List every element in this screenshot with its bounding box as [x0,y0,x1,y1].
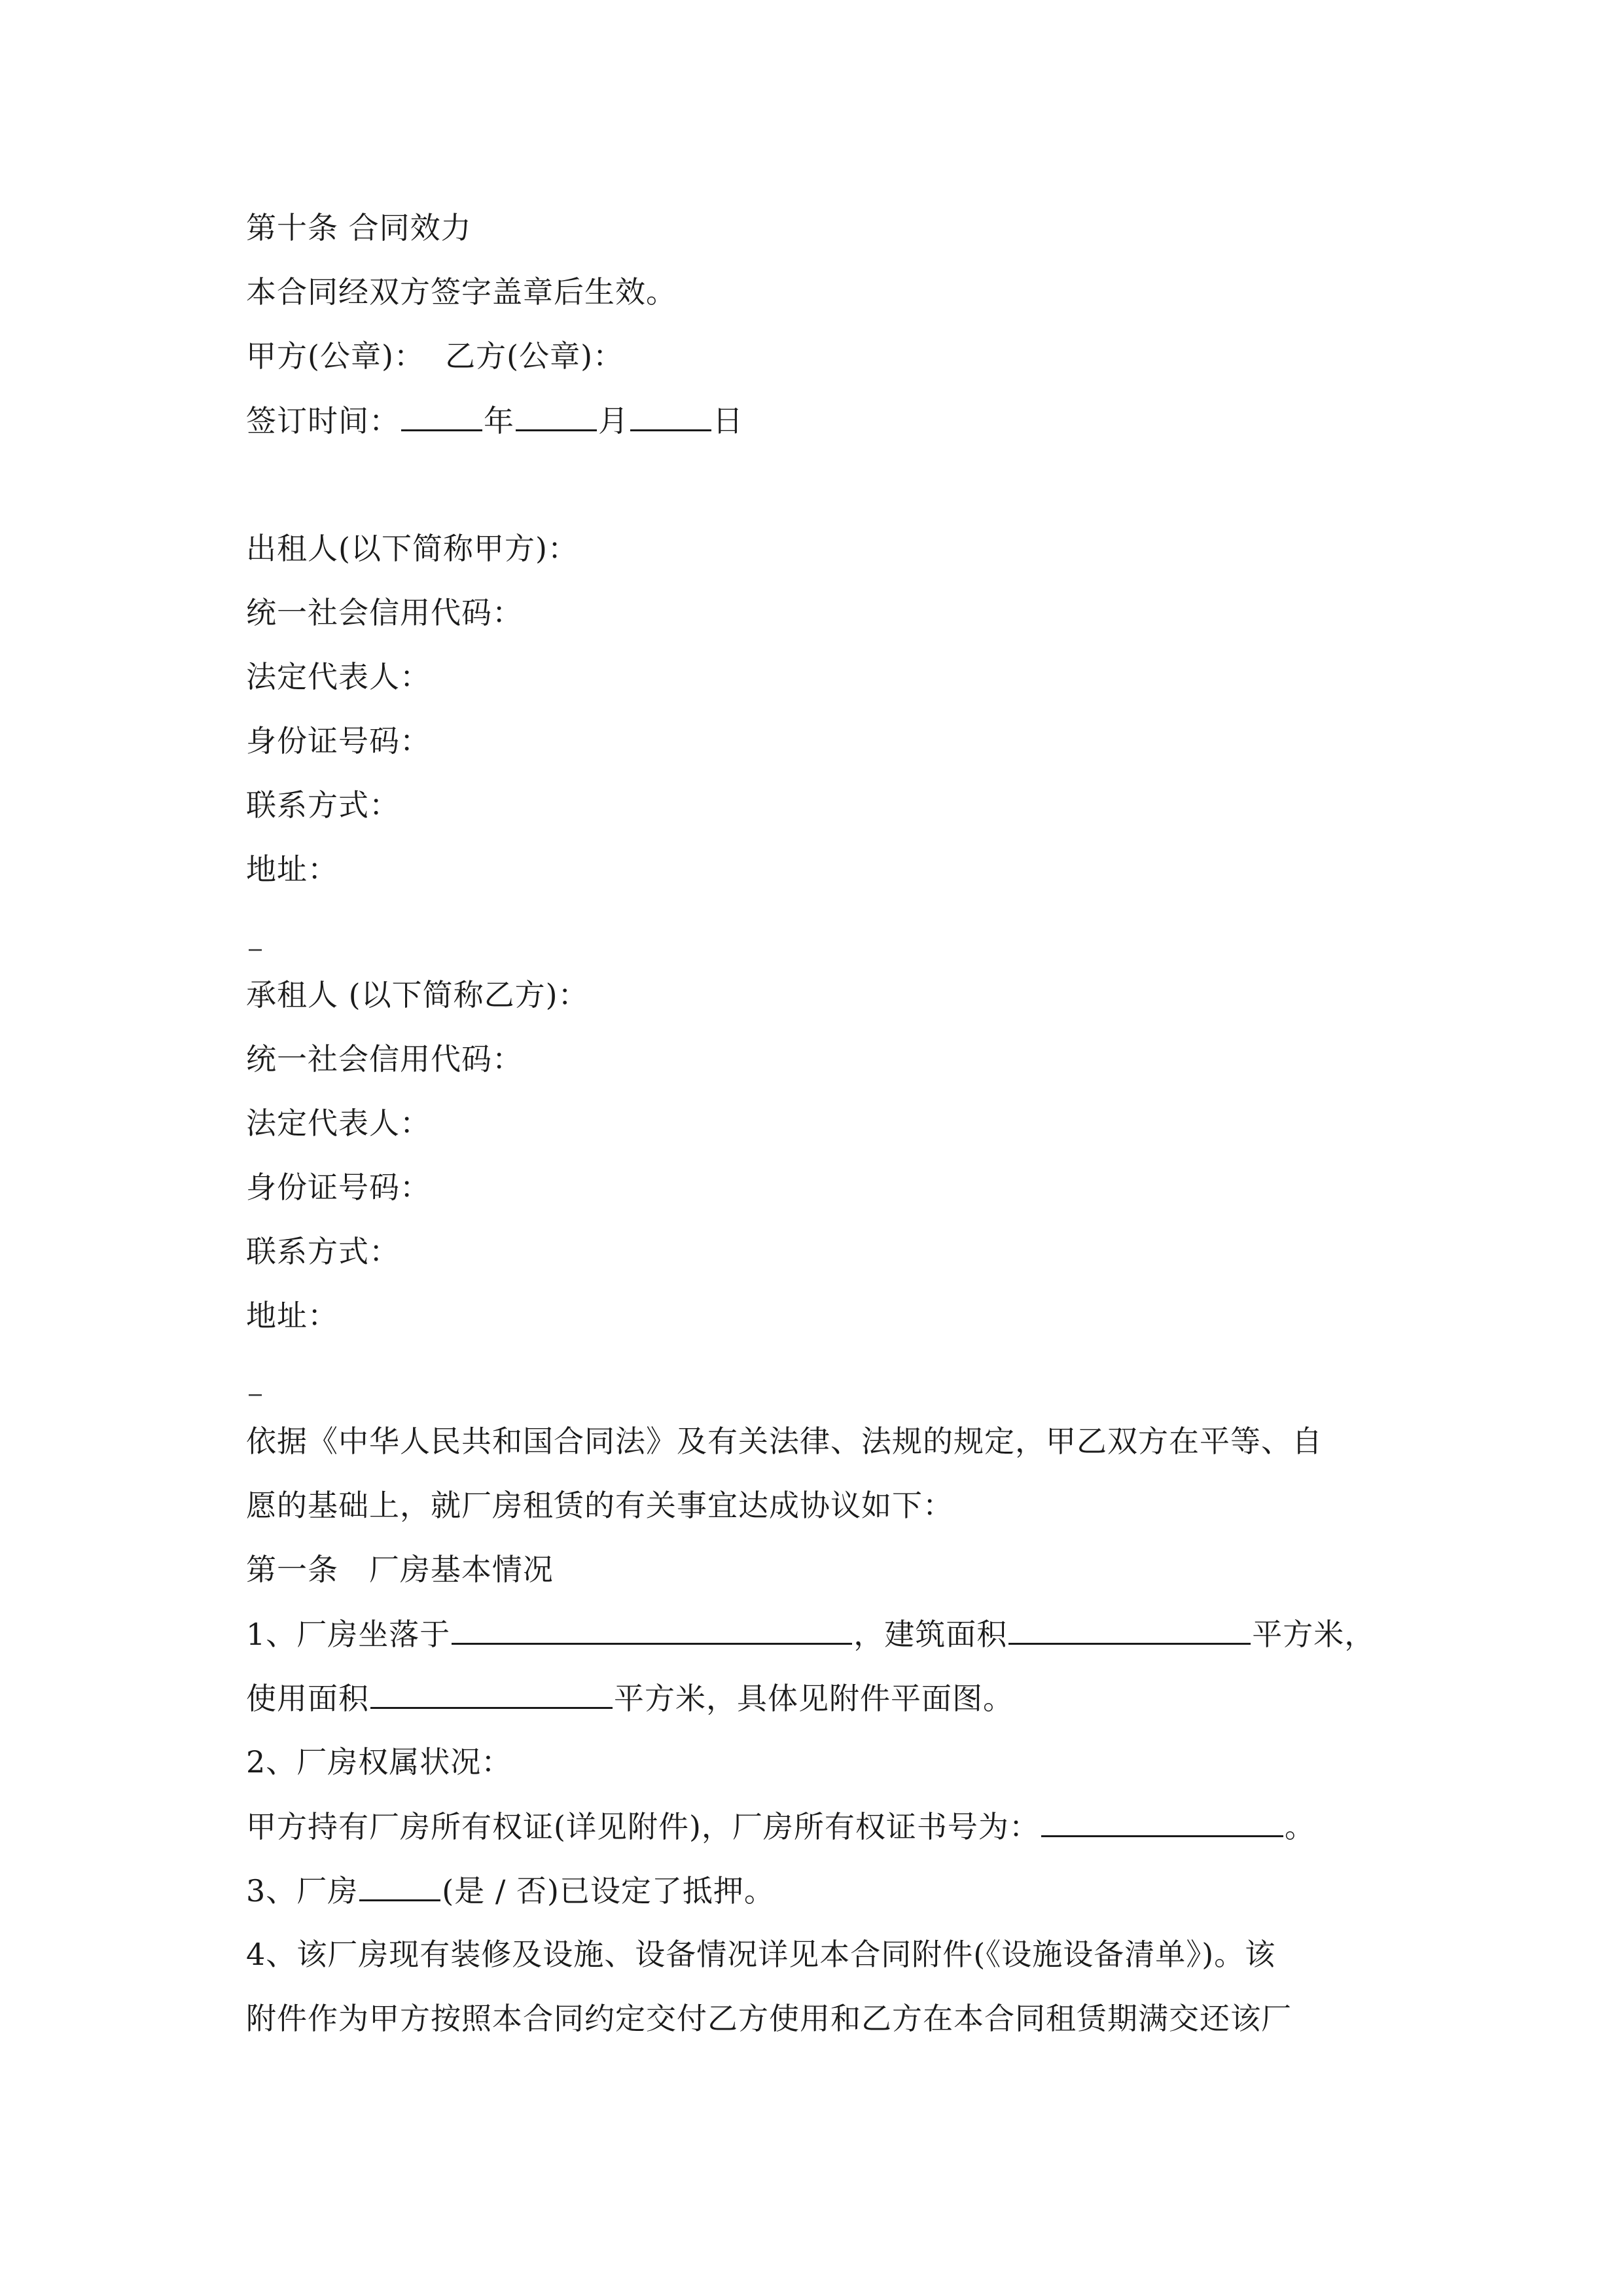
lessee-heading: 承租人 (以下简称乙方)： [246,977,589,1013]
clause-2-text [246,1806,1315,1846]
clause-1-line-2 [246,1678,1014,1718]
seal-line: 甲方(公章)： 乙方(公章)： [246,338,624,374]
day-label: 日 [713,403,743,439]
clause-4-line-1: 4、该厂房现有装修及设施、设备情况详见本合同附件(《设施设备清单》)。该 [246,1937,1276,1972]
clause-3-text [246,1871,775,1910]
signing-date-line [246,401,743,440]
clause-4-line-2: 附件作为甲方按照本合同约定交付乙方使用和乙方在本合同租赁期满交还该厂 [246,2001,1292,2036]
mortgage-suffix: (是 / 否)已设定了抵押。 [442,1873,775,1909]
usable-area-suffix: 平方米，具体见附件平面图。 [614,1681,1014,1716]
day-blank[interactable] [630,401,711,431]
certificate-label: 甲方持有厂房所有权证(详见附件)，厂房所有权证书号为： [246,1809,1040,1844]
lessee-id-number: 身份证号码： [246,1170,431,1205]
separator-dash [249,949,262,951]
lessee-address: 地址： [246,1298,338,1333]
mortgage-blank[interactable] [359,1871,440,1901]
location-label: 1、厂房坐落于 [246,1617,451,1652]
year-label: 年 [484,403,514,439]
month-blank[interactable] [516,401,597,431]
year-blank[interactable] [401,401,482,431]
lessor-heading: 出租人(以下简称甲方)： [246,531,579,566]
lessee-contact: 联系方式： [246,1234,400,1269]
lessee-legal-rep: 法定代表人： [246,1105,431,1141]
usable-area-blank[interactable] [370,1678,613,1709]
clause-2-heading: 2、厂房权属状况： [246,1744,512,1780]
lessor-legal-rep: 法定代表人： [246,659,431,694]
period-mark: 。 [1284,1809,1315,1844]
article-10-heading: 第十条 合同效力 [246,210,472,245]
preamble-line-2: 愿的基础上，就厂房租赁的有关事宜达成协议如下： [246,1488,954,1523]
building-area-blank[interactable] [1008,1614,1251,1645]
usable-area-label: 使用面积 [246,1681,369,1716]
lessor-credit-code: 统一社会信用代码： [246,595,523,630]
article-1-heading: 第一条 厂房基本情况 [246,1552,554,1587]
lessor-contact: 联系方式： [246,787,400,823]
certificate-number-blank[interactable] [1041,1806,1283,1837]
lessor-address: 地址： [246,852,338,887]
mortgage-label: 3、厂房 [246,1873,359,1909]
building-area-label: ，建筑面积 [853,1617,1008,1652]
lessor-id-number: 身份证号码： [246,723,431,759]
location-blank[interactable] [452,1614,852,1645]
signing-date-label: 签订时间： [246,403,400,439]
effect-clause: 本合同经双方签字盖章后生效。 [246,274,677,310]
separator-dash [249,1394,262,1396]
month-label: 月 [598,403,629,439]
clause-1-line-1 [246,1614,1375,1654]
preamble-line-1: 依据《中华人民共和国合同法》及有关法律、法规的规定，甲乙双方在平等、自 [246,1424,1323,1459]
sqm-label: 平方米， [1252,1617,1376,1652]
lessee-credit-code: 统一社会信用代码： [246,1041,523,1077]
